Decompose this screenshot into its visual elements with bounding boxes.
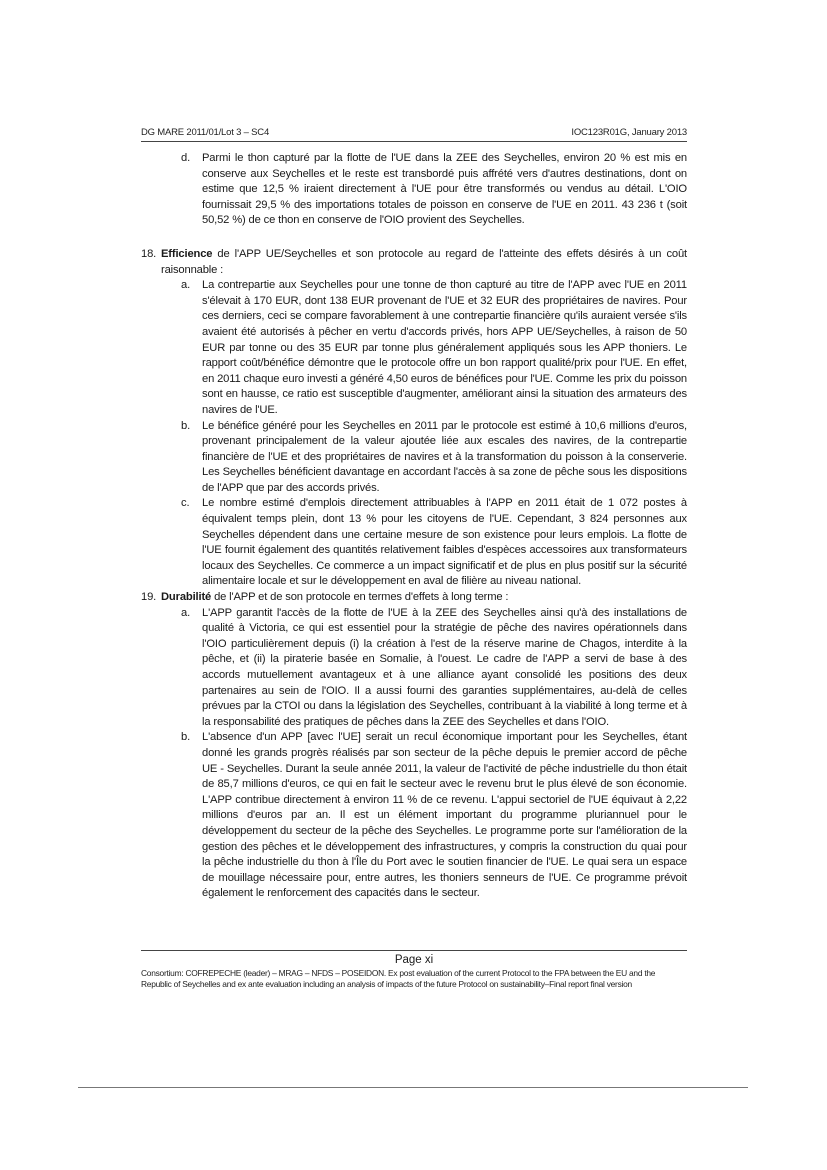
document-body: [141, 151, 687, 902]
list-marker: b.: [181, 419, 191, 432]
header-document-code: IOC123R01G, January 2013: [571, 127, 687, 138]
paragraph-text: L'APP garantit l'accès de la flotte de l'UE à la ZEE des Seychelles ainsi qu'à des installations de qualité à Victoria, ce qui est essentiel pour la stratégie de pêche des navires opérationnels dans l'OIO particulièrement depuis (i) la création à l'est de la réserve marine de Chagos, interdite à la pêche, et (ii) la piraterie basée en Somalie, à l'ouest. Le cadre de l'APP a servi de base à des accords mutuellement avantageux et à une alliance ayant consolidé les positions des deux partenaires au sein de l'OIO. Il a aussi fourni des garanties supplémentaires, au-delà de celles prévues par la CTOI ou dans la législation des Seychelles, contribuant à la viabilité à long terme et à la responsabilité des pratiques de pêches dans la ZEE des Seychelles et dans l'OIO.: [202, 606, 687, 728]
paragraph-17d: [181, 151, 687, 229]
list-marker: c.: [181, 497, 190, 510]
paragraph-text: Le bénéfice généré pour les Seychelles en 2011 par le protocole est estimé à 10,6 millions d'euros, provenant principalement de la valeur ajoutée liée aux escales des navires, de la contrepartie financière de l'UE et des propriétaires de navires et à la transformation du poisson à la conserverie. Les Seychelles bénéficient davantage en accordant l'accès à sa zone de pêche sous les dispositions de l'APP que par des accords privés.: [202, 419, 687, 494]
paragraph-text: La contrepartie aux Seychelles pour une tonne de thon capturé au titre de l'APP avec l'UE en 2011 s'élevait à 170 EUR, dont 138 EUR provenant de l'UE et 32 EUR des propriétaires de navires. Pour ces derniers, ceci se compare favorablement à une contrepartie financière qu'ils auraient versée s'ils avaient été autorisés à pêcher en vertu d'accords privés, hors APP UE/Seychelles, à raison de 50 EUR par tonne ou des 35 EUR par tonne plus généralement appliqués sous les APP thoniers. Le rapport coût/bénéfice démontre que le protocole offre un bon rapport qualité/prix pour l'UE. En effet, en 2011 chaque euro investi a généré 4,50 euros de bénéfices pour l'UE. Comme les prix du poisson sont en hausse, ce ratio est susceptible d'augmenter, améliorant ainsi la situation des armateurs des navires de l'UE.: [202, 279, 687, 416]
paragraph-text: Parmi le thon capturé par la flotte de l'UE dans la ZEE des Seychelles, environ 20 % est mis en conserve aux Seychelles et le reste est transbordé puis affrété vers d'autres destinations, dont on estime que 12,5 % iraient directement à l'UE pour être transformés ou vendus au détail. L'OIO fournissait 29,5 % des importations totales de poisson en conserve de l'UE en 2011. 43 236 t (soit 50,52 %) de ce thon en conserve de l'OIO provient des Seychelles.: [202, 152, 687, 227]
paragraph-19: [141, 590, 687, 606]
footer-divider: [141, 950, 687, 951]
paragraph-18a: [181, 278, 687, 418]
list-marker: d.: [181, 152, 191, 164]
page-bottom-divider: [78, 1087, 748, 1088]
header-divider: [141, 141, 687, 142]
paragraph-19a: [181, 606, 687, 731]
list-marker: a.: [181, 279, 191, 292]
paragraph-text: Le nombre estimé d'emplois directement attribuables à l'APP en 2011 était de 1 072 postes à équivalent temps plein, dont 13 % pour les citoyens de l'UE. Cependant, 3 824 personnes aux Seychelles dépendent dans une certaine mesure de son existence pour leurs emplois. La flotte de l'UE fournit également des quantités relativement faibles d'espèces accessoires aux transformateurs locaux des Seychelles. Ce commerce a un impact significatif et de plus en plus positif sur la sécurité alimentaire locale et sur le développement en aval de filière au niveau national.: [202, 497, 687, 588]
paragraph-18b: [181, 419, 687, 497]
paragraph-text: L'absence d'un APP [avec l'UE] serait un recul économique important pour les Seychelles, étant donné les grands progrès réalisés par son secteur de la pêche depuis le premier accord de pêche UE - Seychelles. Durant la seule année 2011, la valeur de l'activité de pêche industrielle du thon était de 85,7 millions d'euros, ce qui en fait le secteur avec le revenu brut le plus élevé de son économie. L'APP contribue directement à environ 11 % de ce revenu. L'appui sectoriel de l'UE équivaut à 2,22 millions d'euros par an. Il est un élément important du programme pluriannuel pour le développement du secteur de la pêche des Seychelles. Le programme porte sur l'amélioration de la gestion des pêches et le développement des infrastructures, y compris la construction du quai pour la pêche industrielle du thon à l'Île du Port avec le soutien financier de l'UE. Le quai sera un espace de mouillage nécessaire pour, entre autres, les thoniers senneurs de l'UE. Ce programme prévoit également le renforcement des capacités dans le secteur.: [202, 731, 687, 900]
paragraph-text: de l'APP et de son protocole en termes d'effets à long terme :: [211, 591, 509, 604]
list-marker: a.: [181, 606, 191, 619]
paragraph-text: de l'APP UE/Seychelles et son protocole au regard de l'atteinte des effets désirés à un coût raisonnable :: [161, 247, 687, 276]
footer-consortium-note: Consortium: COFREPECHE (leader) – MRAG – NFDS – POSEIDON. Ex post evaluation of the current Protocol to the FPA between the EU and the Republic of Seychelles and ex ante evaluation including an analysis of impacts of the future Protocol on sustainability–Final report final version: [141, 968, 656, 989]
paragraph-18c: [181, 496, 687, 590]
list-marker: b.: [181, 731, 191, 744]
list-marker: 19.: [141, 591, 157, 604]
paragraph-19b: [181, 730, 687, 902]
header-reference: DG MARE 2011/01/Lot 3 – SC4: [141, 127, 270, 138]
section-heading-durabilite: Durabilité: [161, 591, 212, 604]
paragraph-18: [141, 247, 687, 278]
list-marker: 18.: [141, 247, 157, 260]
section-heading-efficience: Efficience: [161, 247, 213, 260]
page-number: Page xi: [394, 954, 434, 966]
